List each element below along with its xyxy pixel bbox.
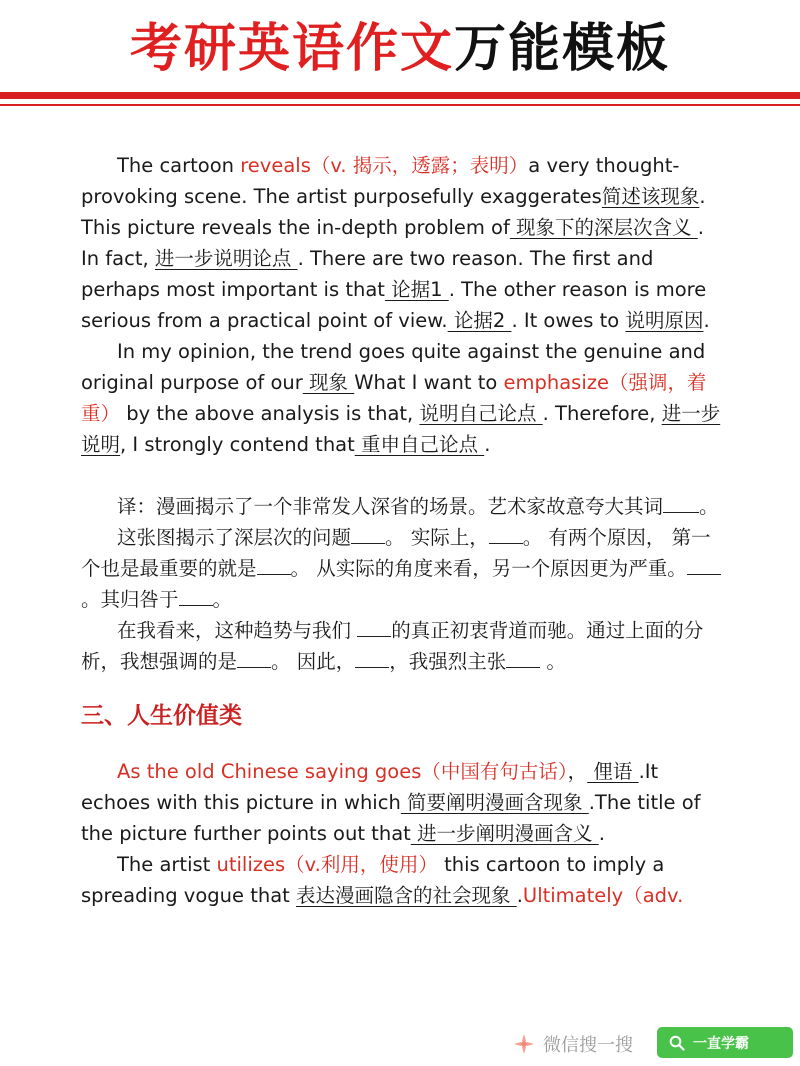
fill-in-blank: 现象: [302, 371, 355, 394]
blank-line: [355, 649, 389, 668]
template-content: [81, 150, 721, 911]
account-name: 一直学霸: [693, 1035, 749, 1052]
text: .: [484, 433, 491, 456]
text: 。 因此，: [271, 650, 356, 673]
text: . There are two reason. The first and perhaps most important is that: [81, 247, 654, 301]
spacer: [81, 677, 721, 701]
text: .The title of the picture further points out that: [81, 791, 701, 845]
paragraph-1: [81, 150, 721, 212]
search-account-button: [657, 1027, 793, 1058]
text: .: [598, 822, 605, 845]
blank-line: [351, 525, 385, 544]
text: This picture reveals the in-depth problem of: [81, 216, 510, 239]
text: 。 从实际的角度来看，另一个原因更为严重。: [290, 557, 687, 580]
text: , I strongly contend that: [120, 433, 355, 456]
text: . The other reason is more serious from a practical point of view.: [81, 278, 707, 332]
text: . Therefore,: [542, 402, 662, 425]
highlight-vocab: As the old Chinese saying goes（中国有句古话）: [117, 760, 568, 783]
fill-in-blank: 进一步阐明漫画含义: [410, 822, 599, 845]
paragraph-4: [81, 849, 721, 911]
fill-in-blank: 重申自己论点: [354, 433, 485, 456]
text: 。: [699, 495, 719, 518]
fill-in-blank: 说明自己论点: [419, 402, 543, 425]
title-rule-thick: [0, 92, 800, 99]
text: by the above analysis is that,: [120, 402, 420, 425]
text: this cartoon to imply a spreading vogue that: [81, 853, 665, 907]
wechat-search-logo-icon: [513, 1033, 535, 1055]
wechat-search-watermark: [503, 1027, 793, 1060]
blank-line: [237, 649, 271, 668]
blank-line: [179, 587, 213, 606]
fill-in-blank: 简要阐明漫画含现象: [400, 791, 589, 814]
text: 。其归咎于: [81, 588, 179, 611]
text: .It echoes with this picture in which: [81, 760, 659, 814]
blank-line: [506, 649, 540, 668]
text: a very thought-provoking scene. The artist purposefully exaggerates: [81, 154, 680, 208]
blank-line: [663, 494, 699, 513]
text: 。 有两个原因， 第一个也是最重要的就是: [81, 526, 711, 580]
spacer: [81, 460, 721, 491]
watermark-text: 微信搜一搜: [543, 1034, 633, 1056]
fill-in-blank: 现象下的深层次含义: [509, 216, 698, 239]
translation-1: [81, 491, 721, 522]
fill-in-blank: 进一步说明论点: [154, 247, 298, 270]
text: 这张图揭示了深层次的问题: [117, 526, 352, 549]
fill-in-blank: 俚语: [587, 760, 639, 783]
text: .: [703, 309, 710, 332]
paragraph-3: [81, 756, 721, 849]
text: In my opinion, the trend goes quite against the genuine and original purpose of our: [81, 340, 706, 394]
text: .: [516, 884, 523, 907]
text: What I want to: [354, 371, 504, 394]
blank-line: [489, 525, 523, 544]
paragraph-2: [81, 336, 721, 460]
highlight-vocab: reveals（v. 揭示，透露；表明）: [240, 154, 529, 177]
text: 的真正初衷背道而驰。通过上面的分析，我想强调的是: [81, 619, 704, 673]
title-black-part: 万能模板: [454, 19, 671, 79]
title-rule-thin: [0, 104, 800, 106]
translation-2: [81, 522, 721, 615]
section-heading: 三、人生价值类: [81, 703, 242, 729]
text: 。: [212, 588, 233, 611]
text: .: [699, 185, 706, 208]
fill-in-blank: 说明原因: [625, 309, 704, 332]
text: The cartoon: [117, 154, 241, 177]
blank-line: [357, 618, 391, 637]
text: The artist: [117, 853, 217, 876]
highlight-vocab: utilizes（v.利用，使用）: [216, 853, 438, 876]
blank-line: [687, 556, 721, 575]
text: 。: [540, 650, 566, 673]
text: ，: [567, 760, 588, 783]
text: 译：漫画揭示了一个非常发人深省的场景。艺术家故意夸大其词: [117, 495, 664, 518]
page-title: [0, 14, 800, 84]
highlight-vocab: emphasize（强调，着重）: [81, 371, 707, 425]
fill-in-blank: 论据2: [447, 309, 512, 332]
text: . In fact,: [81, 216, 704, 270]
fill-in-blank: 表达漫画隐含的社会现象: [296, 884, 517, 907]
text: 。 实际上，: [385, 526, 489, 549]
title-red-part: 考研英语作文: [129, 19, 454, 79]
text: . It owes to: [511, 309, 626, 332]
search-icon: [669, 1035, 685, 1051]
paragraph-1b: [81, 212, 721, 336]
text: ，我强烈主张: [389, 650, 507, 673]
fill-in-blank: 进一步说明: [81, 402, 721, 456]
blank-line: [257, 556, 291, 575]
spacer: [81, 732, 721, 756]
translation-3: [81, 615, 721, 677]
fill-in-blank: 简述该现象: [601, 185, 700, 208]
text: 在我看来，这种趋势与我们: [117, 619, 358, 642]
highlight-vocab: Ultimately（adv.: [522, 884, 684, 907]
fill-in-blank: 论据1: [384, 278, 449, 301]
